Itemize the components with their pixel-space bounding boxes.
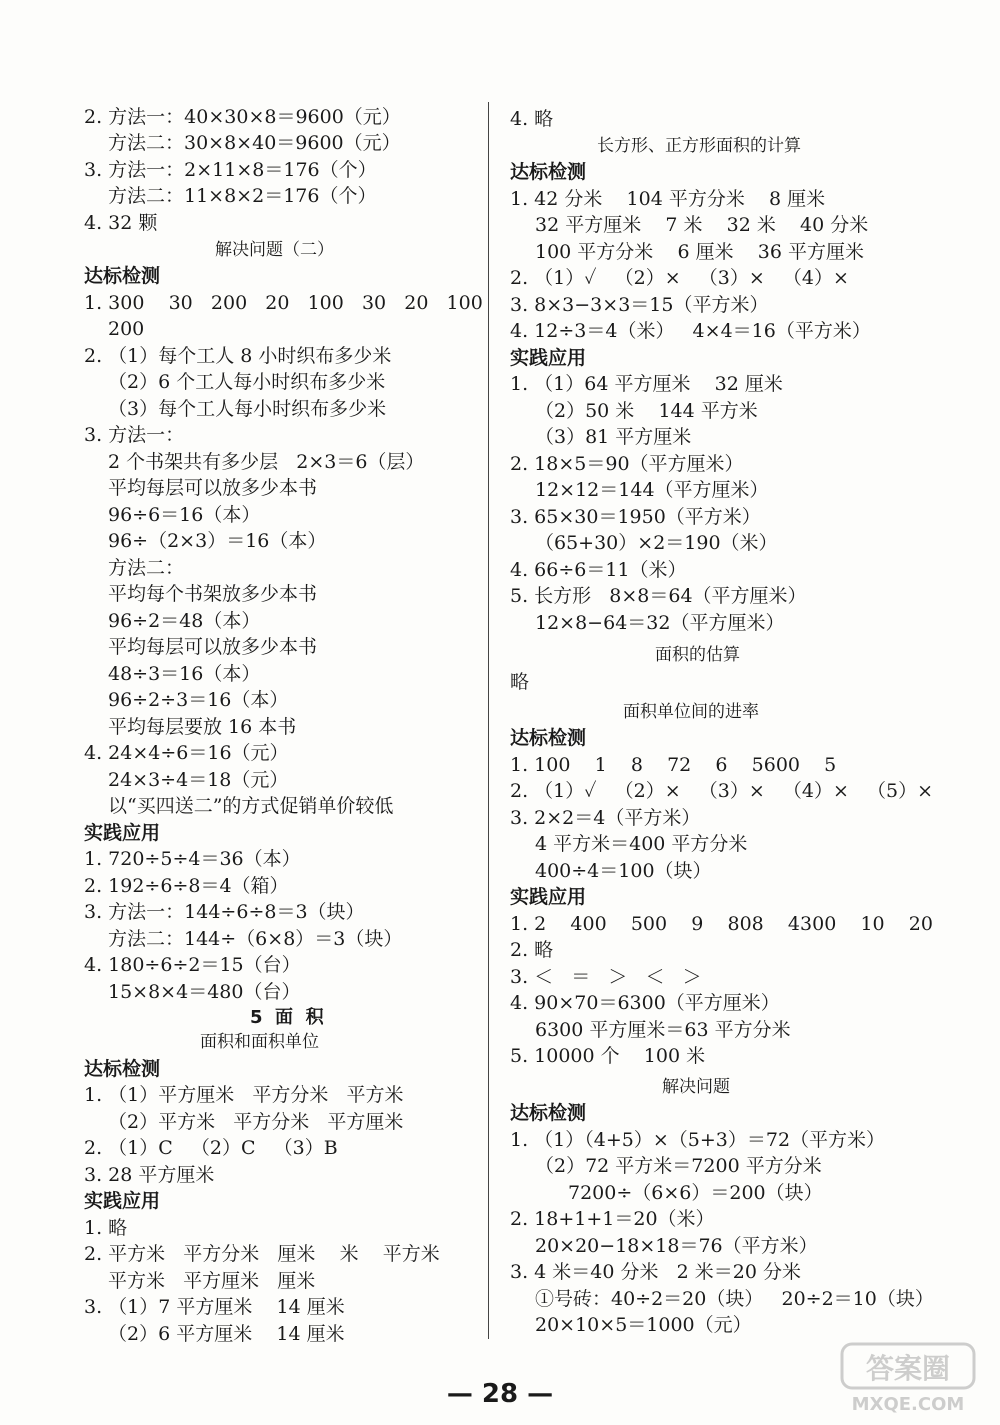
section-heading: 实践应用 xyxy=(84,1190,161,1212)
answer-line: （2）72 平方米＝7200 平方分米 xyxy=(535,1155,822,1177)
answer-line: （2）平方米 平方分米 平方厘米 xyxy=(108,1111,404,1133)
answer-line: 2. 192÷6÷8＝4（箱） xyxy=(84,875,289,897)
answer-line: 3. 8×3−3×3＝15（平方米） xyxy=(510,294,769,316)
answer-line: 15×8×4＝480（台） xyxy=(108,981,301,1003)
section-heading: 实践应用 xyxy=(510,347,587,369)
answer-line: （65+30）×2＝190（米） xyxy=(535,532,778,554)
answer-line: 方法二： xyxy=(108,557,185,579)
answer-line: 4. 180÷6÷2＝15（台） xyxy=(84,954,301,976)
answer-line: 1. 42 分米 104 平方分米 8 厘米 xyxy=(510,188,826,210)
answer-line: 1. 300 30 200 20 100 30 20 100 xyxy=(84,292,483,314)
answer-line: 5. 10000 个 100 米 xyxy=(510,1045,706,1067)
lesson-title: 面积的估算 xyxy=(655,645,740,665)
answer-line: 1. （1）（4+5）×（5+3）＝72（平方米） xyxy=(510,1129,886,1151)
answer-line: （2）6 平方厘米 14 厘米 xyxy=(108,1323,345,1345)
answer-line: 12×8−64＝32（平方厘米） xyxy=(535,612,785,634)
answer-line: 7200÷（6×6）＝200（块） xyxy=(568,1182,823,1204)
answer-line: 1. （1）64 平方厘米 32 厘米 xyxy=(510,373,783,395)
answer-line: 平均每层可以放多少本书 xyxy=(108,477,318,499)
section-heading: 达标检测 xyxy=(84,265,161,287)
answer-line: 1. （1）平方厘米 平方分米 平方米 xyxy=(84,1084,404,1106)
answer-line: 3. 65×30＝1950（平方米） xyxy=(510,506,761,528)
answer-line: 4. 12÷3＝4（米） 4×4＝16（平方米） xyxy=(510,320,871,342)
section-heading: 实践应用 xyxy=(510,886,587,908)
answer-line: （3）81 平方厘米 xyxy=(535,426,692,448)
answer-line: 3. ＜ ＝ ＞ ＜ ＞ xyxy=(510,966,702,988)
answer-line: 2. （1）每个工人 8 小时织布多少米 xyxy=(84,345,392,367)
watermark-title: 答案圈 xyxy=(865,1352,951,1385)
answer-line: 96÷2÷3＝16（本） xyxy=(108,689,289,711)
lesson-title: 长方形、正方形面积的计算 xyxy=(597,136,801,156)
answer-line: 平方米 平方厘米 厘米 xyxy=(108,1270,316,1292)
answer-line: 200 xyxy=(108,318,145,340)
answer-line: 6300 平方厘米＝63 平方分米 xyxy=(535,1019,791,1041)
answer-line: 平均每层可以放多少本书 xyxy=(108,636,318,658)
answer-line: 2. （1）✓ （2）× （3）× （4）× xyxy=(510,267,849,289)
answer-line: 2. 18+1+1＝20（米） xyxy=(510,1208,715,1230)
answer-line: 3. 28 平方厘米 xyxy=(84,1164,215,1186)
lesson-title: 解决问题（二） xyxy=(215,240,334,260)
answer-line: 24×3÷4＝18（元） xyxy=(108,769,289,791)
answer-line: 方法二：144÷（6×8）＝3（块） xyxy=(108,928,403,950)
answer-line: （2）50 米 144 平方米 xyxy=(535,400,758,422)
answer-line: （3）每个工人每小时织布多少米 xyxy=(108,398,387,420)
lesson-title: 解决问题 xyxy=(662,1077,730,1097)
answer-line: 平均每个书架放多少本书 xyxy=(108,583,318,605)
section-heading: 达标检测 xyxy=(84,1058,161,1080)
answer-line: 100 平方分米 6 厘米 36 平方厘米 xyxy=(535,241,864,263)
column-divider xyxy=(488,102,489,1339)
answer-line: 96÷2＝48（本） xyxy=(108,610,261,632)
answer-line: ①号砖：40÷2＝20（块） 20÷2＝10（块） xyxy=(535,1288,934,1310)
answer-line: 略 xyxy=(510,671,530,693)
answer-line: 20×10×5＝1000（元） xyxy=(535,1314,752,1336)
answer-line: 2. （1）✓ （2）× （3）× （4）× （5）× xyxy=(510,780,934,802)
answer-line: 1. 2 400 500 9 808 4300 10 20 xyxy=(510,913,933,935)
answer-line: 方法二：30×8×40＝9600（元） xyxy=(108,132,401,154)
answer-line: 20×20−18×18＝76（平方米） xyxy=(535,1235,818,1257)
watermark-url: MXQE.COM xyxy=(851,1394,965,1415)
watermark-logo xyxy=(838,1340,978,1416)
answer-line: 2. （1）C （2）C （3）B xyxy=(84,1137,338,1159)
answer-line: 12×12＝144（平方厘米） xyxy=(535,479,769,501)
answer-line: 2. 略 xyxy=(510,939,554,961)
answer-line: 5. 长方形 8×8＝64（平方厘米） xyxy=(510,585,807,607)
answer-line: 2. 平方米 平方分米 厘米 米 平方米 xyxy=(84,1243,440,1265)
answer-line: 3. 方法一： xyxy=(84,424,185,446)
answer-line: 1. 720÷5÷4＝36（本） xyxy=(84,848,301,870)
answer-line: 1. 略 xyxy=(84,1217,128,1239)
lesson-title: 面积单位间的进率 xyxy=(623,702,759,722)
answer-line: 3. （1）7 平方厘米 14 厘米 xyxy=(84,1296,345,1318)
answer-line: 4. 32 颗 xyxy=(84,212,158,234)
answer-line: 96÷6＝16（本） xyxy=(108,504,261,526)
answer-line: 2 个书架共有多少层 2×3＝6（层） xyxy=(108,451,425,473)
lesson-title: 面积和面积单位 xyxy=(200,1032,319,1052)
answer-line: 32 平方厘米 7 米 32 米 40 分米 xyxy=(535,214,869,236)
section-heading: 达标检测 xyxy=(510,161,587,183)
answer-line: 3. 2×2＝4（平方米） xyxy=(510,807,701,829)
answer-line: 2. 方法一：40×30×8＝9600（元） xyxy=(84,106,401,128)
answer-line: 3. 方法一：144÷6÷8＝3（块） xyxy=(84,901,365,923)
answer-line: 4. 略 xyxy=(510,108,554,130)
answer-line: 400÷4＝100（块） xyxy=(535,860,712,882)
chapter-title: 5 面 积 xyxy=(250,1007,324,1028)
answer-line: 4. 66÷6＝11（米） xyxy=(510,559,687,581)
answer-line: 方法二：11×8×2＝176（个） xyxy=(108,185,377,207)
answer-line: 4. 90×70＝6300（平方厘米） xyxy=(510,992,780,1014)
answer-line: 3. 方法一：2×11×8＝176（个） xyxy=(84,159,377,181)
section-heading: 达标检测 xyxy=(510,727,587,749)
answer-line: 以“买四送二”的方式促销单价较低 xyxy=(108,795,394,817)
section-heading: 实践应用 xyxy=(84,822,161,844)
answer-line: 96÷（2×3）＝16（本） xyxy=(108,530,327,552)
answer-line: 4 平方米＝400 平方分米 xyxy=(535,833,748,855)
answer-line: 48÷3＝16（本） xyxy=(108,663,261,685)
answer-line: 2. 18×5＝90（平方厘米） xyxy=(510,453,744,475)
answer-line: （2）6 个工人每小时织布多少米 xyxy=(108,371,386,393)
section-heading: 达标检测 xyxy=(510,1102,587,1124)
answer-line: 平均每层要放 16 本书 xyxy=(108,716,297,738)
answer-line: 1. 100 1 8 72 6 5600 5 xyxy=(510,754,837,776)
page-number: — 28 — xyxy=(446,1379,554,1409)
answer-line: 3. 4 米＝40 分米 2 米＝20 分米 xyxy=(510,1261,801,1283)
answer-line: 4. 24×4÷6＝16（元） xyxy=(84,742,289,764)
